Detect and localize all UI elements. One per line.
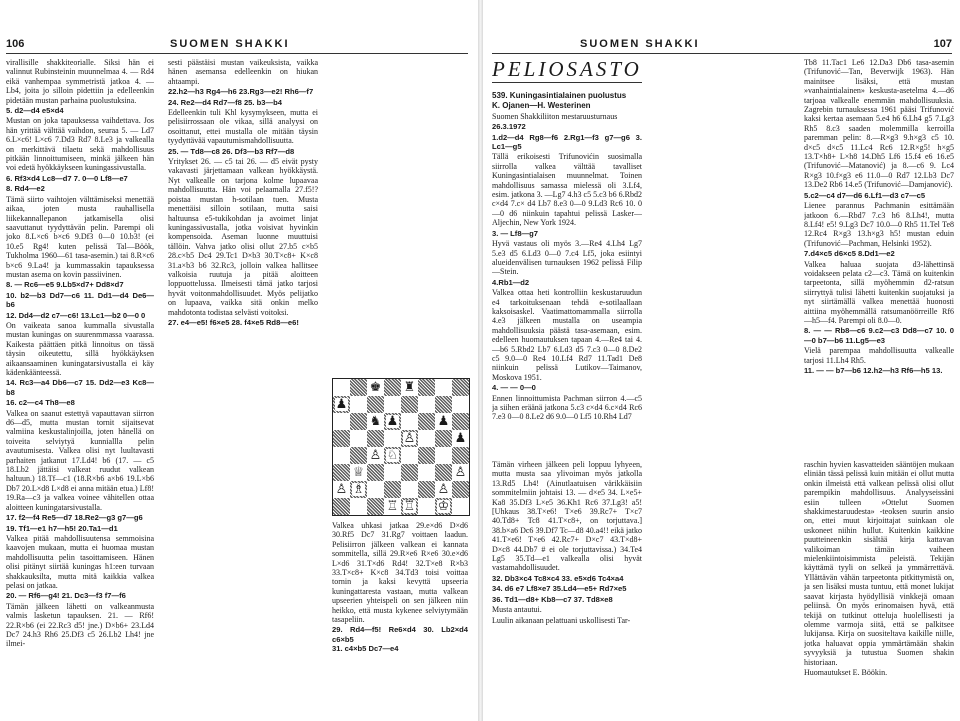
chess-piece: ♔: [437, 499, 450, 514]
text-paragraph: 32. Db3×c4 Tc8×c4 33. e5×d6 Tc4×a4: [492, 573, 624, 583]
board-square: [367, 498, 384, 515]
board-square: [384, 481, 401, 498]
text-paragraph: 34. d6 e7 Lf8×e7 35.Ld4—e5+ Rd7×e5: [492, 584, 627, 594]
board-square: [452, 413, 469, 430]
chess-piece: ♙: [369, 448, 382, 463]
text-paragraph: 539. Kuningasintialainen puolustus: [492, 91, 627, 100]
chess-piece: ♟: [454, 431, 467, 446]
chess-piece: ♟: [335, 397, 348, 412]
text-paragraph: Hyvä vastaus oli myös 3.—Re4 4.Lh4 Lg7 5.e3 d5 6.Ld3 0—0 7.c4 Lf5, joka esiintyi alueidenvälisen turnauksen 1962 pelissä Filip—Stein.: [492, 239, 642, 277]
board-square: [350, 430, 367, 447]
board-square: [418, 481, 435, 498]
text-paragraph: Mustan on joka tapauksessa vaihdettava. Jos hän yrittää välttää vaihdon, seuraa 5. — Ld7 6.L×c6! L×c6 7.Dd3 Rd7 8.Le3 ja valkealla on merkittävä tilaetu sekä mahdollisuus pitkään linnoittumiseen, minkä jälkeen hän voi edetä hyökkäykseen kuningassivustalla.: [6, 116, 154, 173]
text-paragraph: virallisille shakkiteorialle. Siksi hän ei valinnut Rubinsteinin muunnelmaa 4. — Rd4 eikä vanhempaa symmetristä jatkoa 4. — Lb4, joita jo silloin pidettiin ja edelleenkin pidetään mustan parhaina puolustuksina.: [6, 58, 154, 105]
board-square: [452, 430, 469, 447]
left-column-2: [168, 58, 318, 714]
chess-piece: ♖: [386, 499, 399, 514]
caption-text: Valkea uhkasi jatkaa 29.e×d6 D×d6 30.Rf5 Dc7 31.Rg7 voittaen laadun. Pelisiirron jälkeen valkean ei kannata sommitella, sillä 29.R×e6 R×e6 30.e×d6 L×d6 31.T×d6 Rd4! 32.T×e8 R×b3 33.T×c8+ K×c8 34.Td3 toisi voittaa tornin ja kaksi kevyttä upseeria kuningattaresta vastaan, mutta valkean upseerien yhteispeli on sen jälkeen niin heikko, että musta kykenee selviytymään tasapeliin.: [332, 521, 468, 625]
board-square: [367, 430, 384, 447]
board-square: [418, 379, 435, 396]
board-square: [350, 396, 367, 413]
board-square: [418, 498, 435, 515]
text-paragraph: 5.c2—c4 d7—d6 6.Lf1—d3 c7—c5: [804, 190, 926, 200]
text-paragraph: 8. Rd4—e2: [6, 184, 45, 194]
chess-piece: ♙: [403, 431, 416, 446]
board-square: [350, 447, 367, 464]
board-square: [452, 481, 469, 498]
board-square: [435, 430, 452, 447]
board-square: [333, 413, 350, 430]
board-square: [367, 464, 384, 481]
board-square: [384, 498, 401, 515]
board-square: [350, 413, 367, 430]
text-paragraph: 24. Re2—d4 Rd7—f8 25. b3—b4: [168, 97, 282, 107]
board-square: [401, 413, 418, 430]
text-paragraph: 27. e4—e5! f6×e5 28. f4×e5 Rd8—e6!: [168, 317, 299, 327]
text-paragraph: Valkea haluaa suojata d3-lähettinsä voidakseen pelata c2—c3. Tämä on kuitenkin tarpeetonta, sillä myöhemmin d2-ratsun siirryttyä tulisi lähetti kuitenkin suojatuksi ja nyt siirtämällä valkea menettää huonosti aittiina myöhemmällä ratsumanöörreille Rf6 —h5—f4. Parempi oli 8.0—0.: [804, 259, 954, 325]
board-square: [435, 498, 452, 515]
board-square: [401, 396, 418, 413]
section-title-rule: [492, 82, 642, 83]
text-paragraph: Edelleenkin tuli Khl kysymykseen, mutta ei pelisiirrossaan ole vikaa, sillä analyysi on osoittanut, ettei mustalla ole mitään täysin tyydyttävää vapautumismahdollisuutta.: [168, 108, 318, 146]
board-square: [452, 464, 469, 481]
board-square: [401, 464, 418, 481]
text-paragraph: Tb8 11.Tac1 Le6 12.Da3 Db6 tasa-asemin (Trifunović—Tan, Beverwijk 1963). Hän mainitsee lisäksi, että mustan »vanhaintialainen» keskusta-asetelma 4.—d6 tarjoaa valkealle enemmän mahdollisuuksia. Zagrebin turnauksessa 1961 pääsi Trifunović kaksi kertaa asemaan 5.e4 h6 6.Lh4 g5 7.Lg3 Rh5 8.c3 saaden molemmilla kerroilla paremman pelin: 8.—R×g3 9.h×g3 c5 10. d×c5 d×c5 11.Lc4 Rc6 12.R×g5! h×g5 13.T×h8+ L×h8 14.Dh5 Lf6 15.f4 e6 16.e5 (Trifunović—Matanović) ja 8.—c6 9. Lc4 R×g3 10.f×g3 e6 11.0—0 Rd7 12.Lb3 Dc7 13.De2 Rb6 14.e5 (Trifunović—Damjanović).: [804, 58, 954, 190]
board-square: [418, 447, 435, 464]
board-square: [435, 481, 452, 498]
board-square: [418, 396, 435, 413]
text-paragraph: 4. — — 0—0: [492, 383, 536, 393]
board-square: [367, 413, 384, 430]
board-square: [350, 481, 367, 498]
text-paragraph: sesti päästäisi mustan vaikeuksista, vaikka hänen asemansa edelleenkin on hiukan ahtaampi.: [168, 58, 318, 86]
chess-piece: ♙: [437, 482, 450, 497]
board-square: [435, 413, 452, 430]
board-square: [401, 447, 418, 464]
text-paragraph: 22.h2—h3 Rg4—h6 23.Rg3—e2! Rh6—f7: [168, 87, 314, 97]
text-paragraph: Yritykset 26. — c5 tai 26. — d5 eivät pysty vakavasti järjettamaan valkean hyökkäystä. Nyt valkealle on tarjona kolme lupaavaa mahdollisuutta. Hän voi pelaamalla 27.f5!? poistaa mustan h-sotilaan tuen. Musta menettäisi silloin sotilaan, mutta saisi haltuunsa e5-tukikohdan ja avoimet linjat kuningassivustalla, jotka voisivat hyvinkin kompensoida. Aseman luonne muuttuisi tällöin. Vahva jatko olisi ollut 27.b5 c×b5 28.c×b5 Dc4 29.Tc1 D×b3 30.T×c8+ K×c8 31.a×b3 b6 32.Rc3, jolloin valkea hallitsee valkoisia ruutuja ja pitää aloitteen loppuottelussa. Ilmeisesti tämä jatko tarjosi hyvät voitonmahdollisuudet. Myös pelijatko on lupaava, vaikka sitä onkin melko mahdotonta todistaa selvästi voitoksi.: [168, 157, 318, 317]
text-paragraph: 26.3.1972: [492, 122, 526, 132]
text-paragraph: 16. c2—c4 Th8—e8: [6, 398, 75, 408]
text-paragraph: Suomen Shakkiliiton mestaruusturnaus: [492, 111, 618, 121]
text-paragraph: 4.Rb1—d2: [492, 277, 530, 287]
board-square: [435, 447, 452, 464]
board-square: [418, 464, 435, 481]
text-paragraph: 8. — — Rb8—c6 9.c2—c3 Dd8—c7 10. 0—0 b7—b6 11.Lg5—e3: [804, 326, 954, 345]
text-paragraph: Valkea pitää mahdollisuutensa semmoisina kaavojen mukaan, mutta ei huomaa mustan mahdollisuutta pelin tasoittamiseen. Hänen olisi pitänyt siirtää kuningas h1:een turvaan shakkauksilta, mutta mitä kaikkia valkea pelasi on jatkaa.: [6, 533, 154, 590]
text-paragraph: Tämän jälkeen lähetti on valkeanmusta valmis lasketun tapauksen. 21. — Rf6! 22.R×b6 (ei 22.Rc3 d5! jne.) D×b6+ 23.Ld4 Dc7 24.h3 Rh6 25.Df3 c5 26.Lb2 Lh4! jne ilmei-: [6, 601, 154, 649]
right-page: [484, 0, 960, 721]
left-running-head: SUOMEN SHAKKI: [170, 38, 290, 50]
board-square: [401, 498, 418, 515]
text-paragraph: 25. — Td8—c8 26. Df3—b3 Rf7—d8: [168, 146, 295, 156]
board-square: [333, 481, 350, 498]
board-square: [367, 396, 384, 413]
board-square: [418, 430, 435, 447]
text-paragraph: 8. — Rc6—e5 9.Lb5×d7+ Dd8×d7: [6, 280, 124, 290]
text-paragraph: Tämä siirto vaihtojen välttämiseksi menettää aikaa, joten musta rauhallisella liikekannallepanon jatkamisella olisi saavuttanut tyydyttävän pelin. Parempi oli joko 8.L×c6 b×c6 9.Df3 0—0 10.b3! (ei 10.e5 Rg4! kuten pelissä Tal—Böök, Tukholma 1960—61 tasa-asemin.) tai 8.R×c6 b×c6 9.La4! ja kummassakin tapauksessa mustan asema on kovin passiivinen.: [6, 194, 154, 279]
caption-move-1: 29. Rd4—f5! Re6×d4 30. Lb2×d4 c6×b5: [332, 625, 468, 644]
text-paragraph: 5. d2—d4 e5×d4: [6, 106, 64, 116]
text-paragraph: Tällä erikoisesti Trifunovićin suosimalla siirrolla valkea välttää tavalliset Kuningasintialaisen muunnelmat. Toinen mahdollisuus samassa mielessä oli 3.Lf4, esim. jatkona 3. —Lg7 4.h3 c5 5.c3 b6 6.Rbd2 c×d4 7.c× d4 Lb7 8.e3 0—0 9.Ld3 Rc6 10. 0—0 d6 niinkuin tapahtui pelissä Lasker—Aljechin, New York 1924.: [492, 152, 642, 228]
left-column-1: [6, 58, 154, 714]
chess-piece: ♗: [352, 482, 365, 497]
board-square: [367, 447, 384, 464]
board-square: [367, 481, 384, 498]
board-square: [384, 447, 401, 464]
text-paragraph: K. Ojanen—H. Westerinen: [492, 101, 591, 111]
board-square: [452, 379, 469, 396]
board-square: [418, 413, 435, 430]
left-page: [0, 0, 477, 721]
board-square: [333, 396, 350, 413]
text-paragraph: 12. Dd4—d2 c7—c6! 13.Lc1—b2 0—0 0: [6, 310, 146, 320]
text-paragraph: 11. — — b7—b6 12.h2—h3 Rf6—h5 13.: [804, 366, 943, 375]
chess-piece: ♟: [437, 414, 450, 429]
text-paragraph: On vaikeata sanoa kummalla sivustalla mustan kuningas on suurenmmassa vaarassa. Kaikesta päättäen pitkä linnoitus on tässä täysin oikeutettu, sillä hyökkäyksen aikaansaaminen kuningatarsivustalla ei käy kädenkäänteessä.: [6, 320, 154, 377]
board-square: [333, 464, 350, 481]
board-square: [401, 379, 418, 396]
page-gutter: [478, 0, 483, 721]
caption-move-2: 31. c4×b5 Dc7—e4: [332, 644, 399, 654]
board-square: [452, 396, 469, 413]
text-paragraph: Ennen linnoittumista Pachman siirron 4.—c5 ja siihen eräänä jatkona 5.c3 c×d4 6.c×d4 Rc6 7.e3 0—0 8.Le2 d6 9.0—0 Lf5 10.Rh4 Ld7: [492, 393, 642, 422]
chess-piece: ♕: [352, 465, 365, 480]
right-running-head: SUOMEN SHAKKI: [580, 38, 700, 50]
left-header-rule: [6, 53, 468, 54]
chess-piece: ♞: [369, 414, 382, 429]
right-bottom-column-2: [804, 460, 954, 716]
text-paragraph: 20. — Rf6—g4! 21. Dc3—f3 f7—f6: [6, 591, 126, 601]
board-square: [384, 464, 401, 481]
chess-piece: ♙: [335, 482, 348, 497]
section-title: PELIOSASTO: [492, 58, 642, 81]
board-square: [350, 498, 367, 515]
right-header: [484, 38, 960, 52]
text-paragraph: raschin hyvien kasvatteiden sääntöjen mukaan eliniän tässä pelissä kuin mitään ei ollut mutta onkin ilmeistä että valkean pelissä olisi ollut parempikin mahdollisuus. Analyyseissäni esiin tulleen »Ottelut Suomen shakkimestaruudesta» -teoksen suurin ansio on, ettei muut kirjoittajat suinkaan ole uskoneet niihin hullut. Kuitenkin kaikkine puutteineenkin sisältää kirja kattavan valikoiman tämän vaiheen mielenkiintoisimmista peleistä. Tekijän käyttämä tyyli on selkeä ja ymmärrettävä. Yllättävän vähän tarpeetonta pitkittymistä on, ja sen lisäksi musta tuntuu, että monet lukijat saavat kirjasta hyödyllisiä vinkkejä omaan peliinsä. On myös erinomaisen hyvä, että tekijä on tutkinut otteluja huolellisesti ja olemme varmoja siitä, että se palkitsee lukijansa. Kirja on suositeltava kaikille niille, jotka haluavat oppia ymmärtämään shakin syvyyksiä ja tutustua Suomen shakin historiaan.: [804, 460, 954, 667]
chess-piece: ♟: [386, 414, 399, 429]
text-paragraph: 10. b2—b3 Dd7—c6 11. Dd1—d4 De6—b6: [6, 290, 154, 310]
text-paragraph: 6. Rf3×d4 Lc8—d7 7. 0—0 Lf8—e7: [6, 173, 128, 183]
text-paragraph: Lienee parannus Pachmanin esittämään jatkoon 6.—Rbd7 7.c3 h6 8.Lh4!, mutta 8.Lf4! e5! 9.Lg3 Dc7 10.0—0 Rh5 11.Tel Te8 12.Rc4 R×g3 13.h×g3 h5! mustan eduin (Trifunović—Pachman, Helsinki 1952).: [804, 201, 954, 248]
text-paragraph: Luulin aikanaan pelattuani uskollisesti Tar-: [492, 615, 631, 625]
text-paragraph: 3. — Lf8—g7: [492, 228, 538, 238]
board-square: [401, 430, 418, 447]
board-square: [435, 396, 452, 413]
text-paragraph: Huomautukset E. Böökin.: [804, 667, 888, 677]
diagram-caption: [332, 521, 468, 654]
text-paragraph: 36. Td1—d8+ Kb8—c7 37. Td8×e8: [492, 594, 613, 604]
text-paragraph: 7.d4×c5 d6×c5 8.Dd1—e2: [804, 249, 895, 259]
chess-diagram: [332, 378, 470, 516]
text-paragraph: Valkea ottaa heti kontrolliin keskustaruudun e4 tarkoituksenaan tehdä e-sotilaallaan kaksoisaskel. Vaatimattomammalla siirrolla 4.e3 jälkeen mustalla on useampia mahdollisuuksia päästä tasa-asemaan, esim. edelleen huomautuksen tapaan 4.—Re4 tai 4.—b6 5.Rbd2 Lb7 6.Ld3 d5 7.c3 0—0 8.De2 c5 9.0—0 Re4 10.Lf4 Rd7 11.Tad1 De8 niinkuin pelissä Lutikov—Taimanov, Moskova 1951.: [492, 288, 642, 382]
left-page-number: 106: [6, 38, 25, 50]
board-square: [384, 379, 401, 396]
board-square: [333, 498, 350, 515]
chess-piece: ♙: [454, 465, 467, 480]
chess-piece: ♚: [369, 380, 382, 395]
chess-piece: ♘: [386, 448, 399, 463]
text-paragraph: Valkea on saanut estettyä vapauttavan siirron d6—d5, mutta mustan tornit sijaitsevat valmiina keskustalinjoilla, joten hänellä on toiveita selviytyä kunniallla pelin avautumisesta. Valkea olisi nyt luultavasti parhaiten jatkanut 17.Ld4! b6 (17. — c5 18.Lb2 jättäisi valkeat ruudut valkean haltuun.) 18.Tf—c1 (18.R×b6 a×b6 19.L×b6 Db7 20.L×d8 L×d8 ei anna mitään etua.) Lf8! 19.Ra—c3 ja valkea voinee vähitellen ottaa aloitteen kuningatarsivustalla.: [6, 408, 154, 512]
board-square: [333, 447, 350, 464]
chess-piece: ♜: [403, 380, 416, 395]
board-square: [452, 447, 469, 464]
board-square: [435, 464, 452, 481]
board-square: [384, 430, 401, 447]
board-square: [435, 379, 452, 396]
left-header: [0, 38, 477, 52]
right-column-2: [804, 58, 954, 458]
right-column-1: [492, 58, 642, 458]
board-square: [333, 379, 350, 396]
text-paragraph: Musta antautui.: [492, 605, 542, 615]
board-square: [333, 430, 350, 447]
text-paragraph: 14. Rc3—a4 Db6—c7 15. Dd2—e3 Kc8—b8: [6, 378, 154, 397]
board-square: [367, 379, 384, 396]
board-square: [384, 396, 401, 413]
text-paragraph: Tämän virheen jälkeen peli loppuu lyhyeen, mutta musta saa ylivoiman myös jatkolla 13.Rd5 Lh4! (Ainutlaatuisen värikkäisiin sommitelmiin johtaisi 13. — d×e5 34. L×e5+ Ka8 35.Df3 L×e5 36.Kh1 Rc6 37.Lg3! a5! [Uhkaus 38.T×e6! T×e6 39.Rc7+ T×c7 40.Td8+ Tc8 41.T×c8+, on torjuttava.] 38.b×a6 Dc6 39.Df7 Tc—d8 40.a4!! eikä jatko 41.T×e6! T×e6 42.Rc7+ D×c7 43.T×d8+ D×c8 44.Db7 # ei ole torjuttavissa.) 34.Te4 Lg5 35.Td—e1 valkealla olisi hyvät vastamahdollisuudet.: [492, 460, 642, 573]
chess-piece: ♖: [403, 499, 416, 514]
board-square: [350, 379, 367, 396]
text-paragraph: 19. Tf1—e1 h7—h5! 20.Ta1—d1: [6, 523, 118, 533]
right-bottom-column-1: [492, 460, 642, 716]
text-paragraph: Vielä parempaa mahdollisuutta valkealle tarjosi 11.Lh4 Rh5.: [804, 346, 954, 365]
right-page-number: 107: [933, 38, 952, 50]
text-paragraph: 17. f2—f4 Re5—d7 18.Re2—g3 g7—g6: [6, 513, 143, 523]
board-square: [401, 481, 418, 498]
board-square: [452, 498, 469, 515]
board-square: [350, 464, 367, 481]
right-header-rule: [492, 53, 952, 54]
text-paragraph: 1.d2—d4 Rg8—f6 2.Rg1—f3 g7—g6 3. Lc1—g5: [492, 132, 642, 152]
board-square: [384, 413, 401, 430]
